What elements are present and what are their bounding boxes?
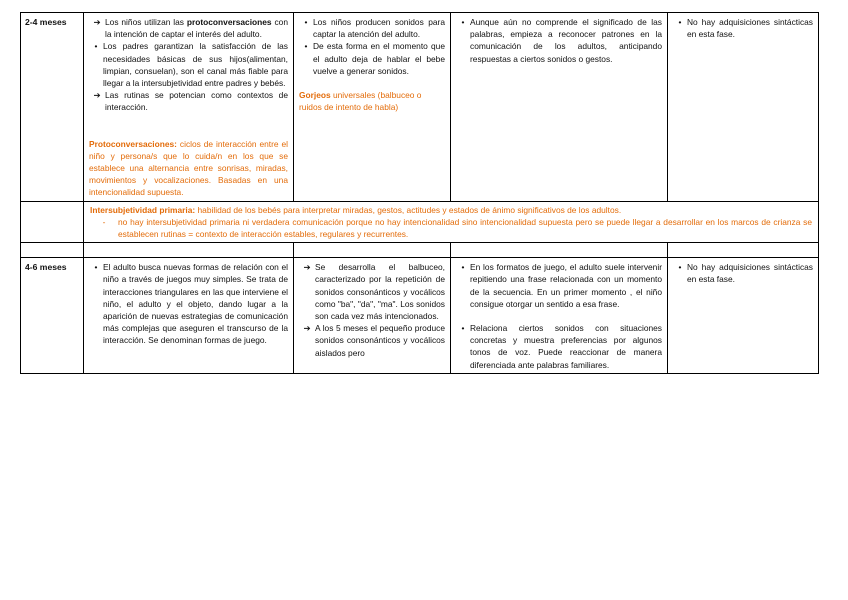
bullet-icon: • bbox=[461, 323, 465, 334]
list-item: • En los formatos de juego, el adulto suele intervenir repitiendo una frase relacionada con un momento de la secuencia. En un primer momento , el niño consigue otorgar un sentido a esa frase. bbox=[456, 261, 662, 310]
list-item: • Aunque aún no comprende el significado de las palabras, empieza a reconocer patrones en la comunicación de los adultos, anticipando respuestas a ciertos sonidos o gestos. bbox=[456, 16, 662, 65]
interaction-cell bbox=[84, 258, 294, 374]
empty-cell bbox=[21, 201, 84, 243]
comprehension-cell bbox=[451, 13, 668, 202]
bullet-icon: • bbox=[461, 262, 465, 273]
sounds-cell bbox=[294, 13, 451, 202]
table-row bbox=[21, 243, 819, 258]
arrow-icon: ➔ bbox=[93, 17, 101, 27]
dash-icon: - bbox=[102, 216, 106, 227]
development-table bbox=[20, 12, 819, 374]
bullet-icon: • bbox=[94, 41, 98, 52]
interaction-cell bbox=[84, 13, 294, 202]
list-item: - no hay intersubjetividad primaria ni verdadera comunicación porque no hay intencionalidad sino intencionalidad supuesta pero se puede llegar a desarrollar en los marcos de crianza se establecen rutinas = contexto de interacción estables, regulares y recurrentes. bbox=[90, 216, 812, 240]
arrow-icon: ➔ bbox=[93, 90, 101, 101]
protoconversation-definition: Protoconversaciones: ciclos de interacción entre el niño y persona/s que lo cuida/n en los que se establece una alternancia entre sonrisas, miradas, movimientos y vocalizaciones. Basadas en una intencionalidad supuesta. bbox=[89, 138, 288, 198]
list-item: • El adulto busca nuevas formas de relación con el niño a través de juegos muy simples. Se trata de interacciones triangulares en las que interviene el niño, el adulto y el objeto, dando lugar a la aparición de nuevas estrategias de comunicación más complejas que aseguren el transcurso de la interacción. Se denominan formas de juego. bbox=[89, 261, 288, 346]
syntax-cell bbox=[668, 258, 819, 374]
bullet-icon: • bbox=[678, 17, 682, 27]
list-item: • De esta forma en el momento que el adulto deja de hablar el bebe vuelve a generar sonidos. bbox=[299, 40, 445, 77]
table-row bbox=[21, 201, 819, 243]
list-item: • Los niños producen sonidos para captar la atención del adulto. bbox=[299, 16, 445, 40]
bullet-icon: • bbox=[678, 262, 682, 273]
bullet-icon: • bbox=[94, 262, 98, 273]
table-row bbox=[21, 258, 819, 374]
list-item: ➔ A los 5 meses el pequeño produce sonidos consonánticos y vocálicos aislados pero bbox=[299, 322, 445, 359]
list-item: ➔ Se desarrolla el balbuceo, caracterizado por la repetición de sonidos consonánticos y vocálicos como "ba", "da", "ma". Los sonidos son cada vez más intencionados. bbox=[299, 261, 445, 322]
list-item: ➔ Las rutinas se potencian como contextos de interacción. bbox=[89, 89, 288, 113]
sounds-cell bbox=[294, 258, 451, 374]
bullet-icon: • bbox=[304, 41, 308, 52]
intersubjectivity-definition: Intersubjetividad primaria: habilidad de los bebés para interpretar miradas, gestos, actitudes y estados de ánimo significativos de los adultos. - no hay intersubjetividad primaria ni verdadera comunicación porque no hay intencionalidad sino intencionalidad supuesta pero se puede llegar a desarrollar en los marcos de crianza se establecen rutinas = contexto de interacción estables, regulares y recurrentes. bbox=[84, 201, 819, 243]
bullet-icon: • bbox=[304, 17, 308, 27]
syntax-cell bbox=[668, 13, 819, 202]
comprehension-cell bbox=[451, 258, 668, 374]
table-row bbox=[21, 13, 819, 202]
bullet-icon: • bbox=[461, 17, 465, 27]
list-item: • No hay adquisiciones sintácticas en esta fase. bbox=[673, 16, 813, 40]
gorjeos-definition: Gorjeos universales (balbuceo o ruidos de intento de habla) bbox=[299, 90, 422, 113]
age-cell: 4-6 meses bbox=[21, 258, 84, 374]
list-item: ➔ Los niños utilizan las protoconversaciones con la intención de captar el interés del adulto. bbox=[89, 16, 288, 40]
age-cell: 2-4 meses bbox=[21, 13, 84, 202]
list-item: • Los padres garantizan la satisfacción de las necesidades básicas de sus hijos(alimentan, limpian, consuelan), son el canal más fiable para llegar a la intersubjetividad entre padres y bebés. bbox=[89, 40, 288, 89]
arrow-icon: ➔ bbox=[303, 323, 311, 334]
list-item: • No hay adquisiciones sintácticas en esta fase. bbox=[673, 261, 813, 285]
list-item: • Relaciona ciertos sonidos con situaciones concretas y muestra preferencias por algunos tonos de voz. Puede reaccionar de manera diferenciada ante palabras familiares. bbox=[456, 322, 662, 371]
arrow-icon: ➔ bbox=[303, 262, 311, 273]
